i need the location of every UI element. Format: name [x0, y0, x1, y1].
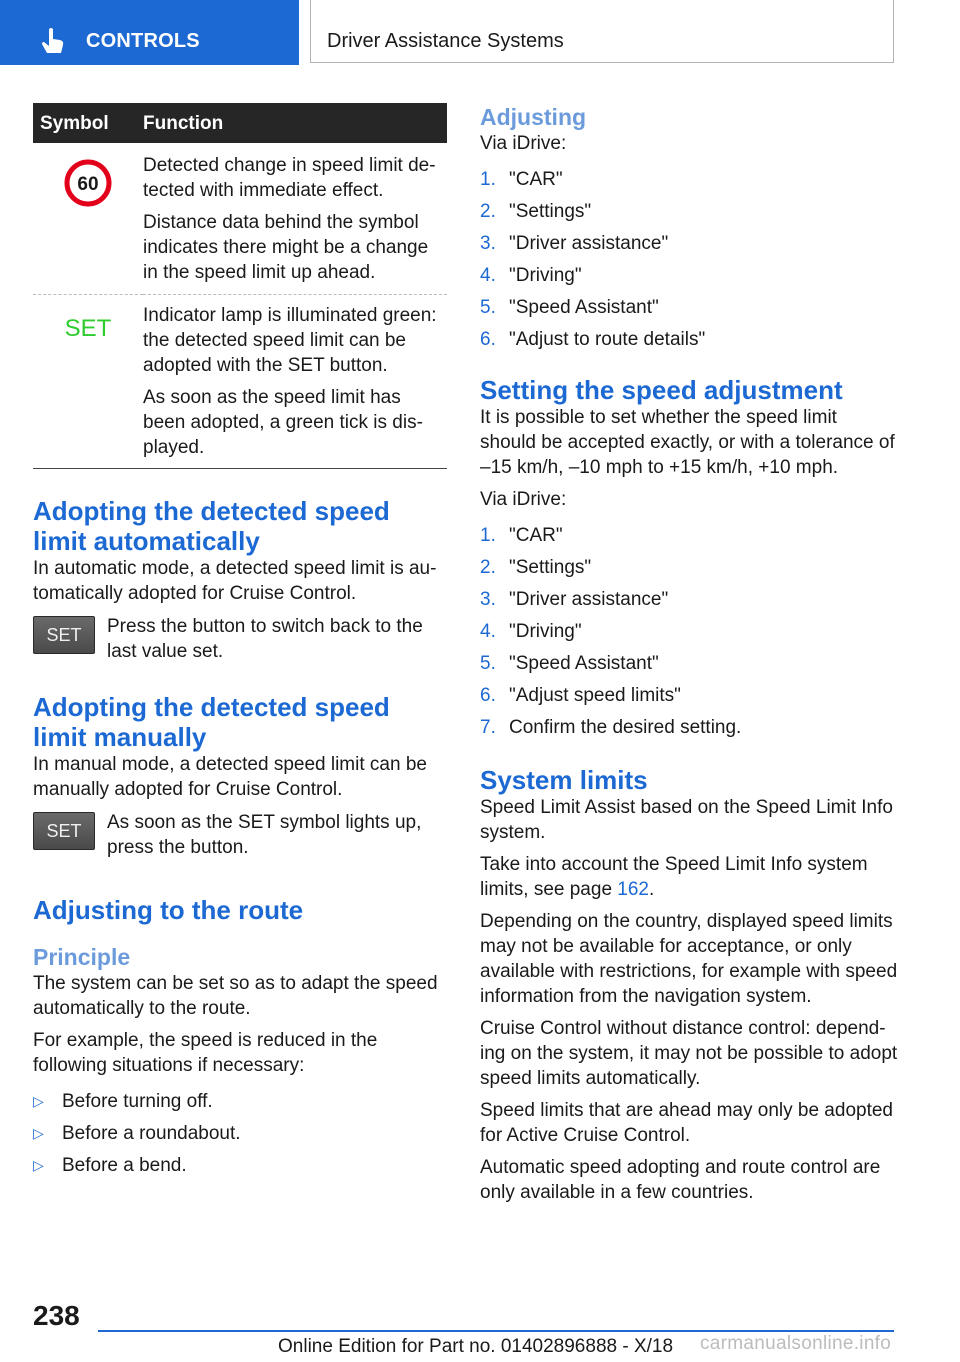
limits-text: Take into account the Speed Limit Info system limits, see page 162. — [480, 854, 868, 900]
footer-edition: Online Edition for Part no. 01402896888 - X/18 — [278, 1336, 674, 1357]
body-manual: In manual mode, a detected speed limit can be manually adopted for Cruise Control. — [33, 754, 427, 800]
set-button-icon: SET — [33, 812, 95, 850]
function-text: Indicator lamp is illuminated green: the detected speed limit can be adopted with the SET button. — [143, 305, 437, 376]
adjusting-intro: Via iDrive: — [480, 133, 567, 154]
col-header-symbol: Symbol — [33, 103, 143, 143]
triangle-bullet-icon: ▷ — [33, 1124, 44, 1141]
speed-adjust-body: It is possible to set whether the speed limit should be accepted exactly, or with a tolerance of –15 km/h, –10 mph to +15 km/h, +10 mph. — [480, 407, 895, 478]
list-item: 4. "Driving" — [480, 264, 582, 286]
table-row — [33, 143, 447, 295]
list-item: ▷ Before a bend. — [33, 1154, 187, 1176]
body-auto: In automatic mode, a detected speed limit is automatically adopted for Cruise Control. — [33, 558, 437, 604]
subheading-principle: Principle — [33, 944, 131, 970]
set-button-text: As soon as the SET symbol lights up, press the button. — [107, 812, 422, 858]
heading-system-limits: System limits — [480, 765, 648, 795]
watermark: carmanualsonline.info — [700, 1333, 892, 1354]
limits-text: Automatic speed adopting and route control are only available in a few countries. — [480, 1157, 881, 1203]
list-item: 4. "Driving" — [480, 620, 582, 642]
heading-speed-adjustment: Setting the speed adjustment — [480, 375, 843, 405]
function-text: As soon as the speed limit has been adopted, a green tick is displayed. — [143, 387, 423, 458]
function-text: Detected change in speed limit detected with immediate effect. — [143, 155, 436, 201]
list-item: 3. "Driver assistance" — [480, 232, 669, 254]
page-reference-link[interactable]: 162 — [617, 879, 649, 900]
body-route-1: The system can be set so as to adapt the speed automatically to the route. — [33, 973, 438, 1019]
page-number: 238 — [33, 1300, 80, 1331]
list-item: 5. "Speed Assistant" — [480, 296, 659, 318]
speed-adjust-steps — [480, 519, 898, 743]
set-button-row — [33, 810, 447, 860]
set-button-text: Press the button to switch back to the last value set. — [107, 616, 423, 662]
speed-limit-sign-icon — [64, 159, 112, 207]
set-indicator-icon: SET — [64, 315, 112, 342]
heading-auto: Adopting the detected speed limit automatically — [33, 496, 390, 556]
limits-text: Cruise Control without distance control: depending on the system, it may not be possible to adopt speed limits automatically. — [480, 1018, 898, 1089]
right-column — [480, 103, 898, 1212]
col-header-function: Function — [143, 103, 447, 143]
list-item: 5. "Speed Assistant" — [480, 652, 659, 674]
list-item: 6. "Adjust to route details" — [480, 328, 706, 350]
triangle-bullet-icon: ▷ — [33, 1156, 44, 1173]
adjusting-steps — [480, 163, 898, 355]
function-cell — [143, 295, 447, 469]
section-label: CONTROLS — [86, 30, 200, 52]
triangle-bullet-icon: ▷ — [33, 1092, 44, 1109]
table-header-row — [33, 103, 447, 143]
chapter-title: Driver Assistance Systems — [327, 30, 564, 52]
symbol-cell — [33, 143, 143, 295]
heading-adjusting: Adjusting — [480, 104, 587, 130]
function-cell — [143, 143, 447, 295]
limits-text: Speed Limit Assist based on the Speed Limit Info system. — [480, 797, 893, 843]
list-item: 1. "CAR" — [480, 524, 563, 546]
footer-divider — [98, 1330, 894, 1332]
chapter-header — [310, 0, 894, 63]
list-item: 3. "Driver assistance" — [480, 588, 669, 610]
hand-pointer-icon — [40, 27, 66, 55]
symbol-table — [33, 103, 447, 469]
body-route-2: For example, the speed is reduced in the following situations if necessary: — [33, 1030, 378, 1076]
left-column — [33, 103, 447, 1181]
table-row — [33, 295, 447, 469]
list-item: ▷ Before turning off. — [33, 1090, 213, 1112]
heading-route: Adjusting to the route — [33, 895, 304, 925]
list-item: 2. "Settings" — [480, 200, 592, 222]
list-item: 6. "Adjust speed limits" — [480, 684, 681, 706]
section-tab — [0, 0, 299, 65]
limits-text: Speed limits that are ahead may only be adopted for Active Cruise Control. — [480, 1100, 893, 1146]
heading-manual: Adopting the detected speed limit manually — [33, 692, 390, 752]
function-text: Distance data behind the symbol indicates there might be a change in the speed limit up ahead. — [143, 212, 429, 283]
list-item: ▷ Before a roundabout. — [33, 1122, 241, 1144]
limits-text: Depending on the country, displayed speed limits may not be available for acceptance, or only available with restrictions, for example with speed information from the navigation system. — [480, 911, 898, 1007]
speed-limit-value: 60 — [77, 174, 99, 195]
symbol-cell — [33, 295, 143, 469]
speed-adjust-intro: Via iDrive: — [480, 489, 567, 510]
set-button-row — [33, 614, 447, 664]
list-item: 7. Confirm the desired setting. — [480, 716, 742, 738]
list-item: 1. "CAR" — [480, 168, 563, 190]
set-button-icon: SET — [33, 616, 95, 654]
list-item: 2. "Settings" — [480, 556, 592, 578]
route-bullets — [33, 1085, 447, 1181]
